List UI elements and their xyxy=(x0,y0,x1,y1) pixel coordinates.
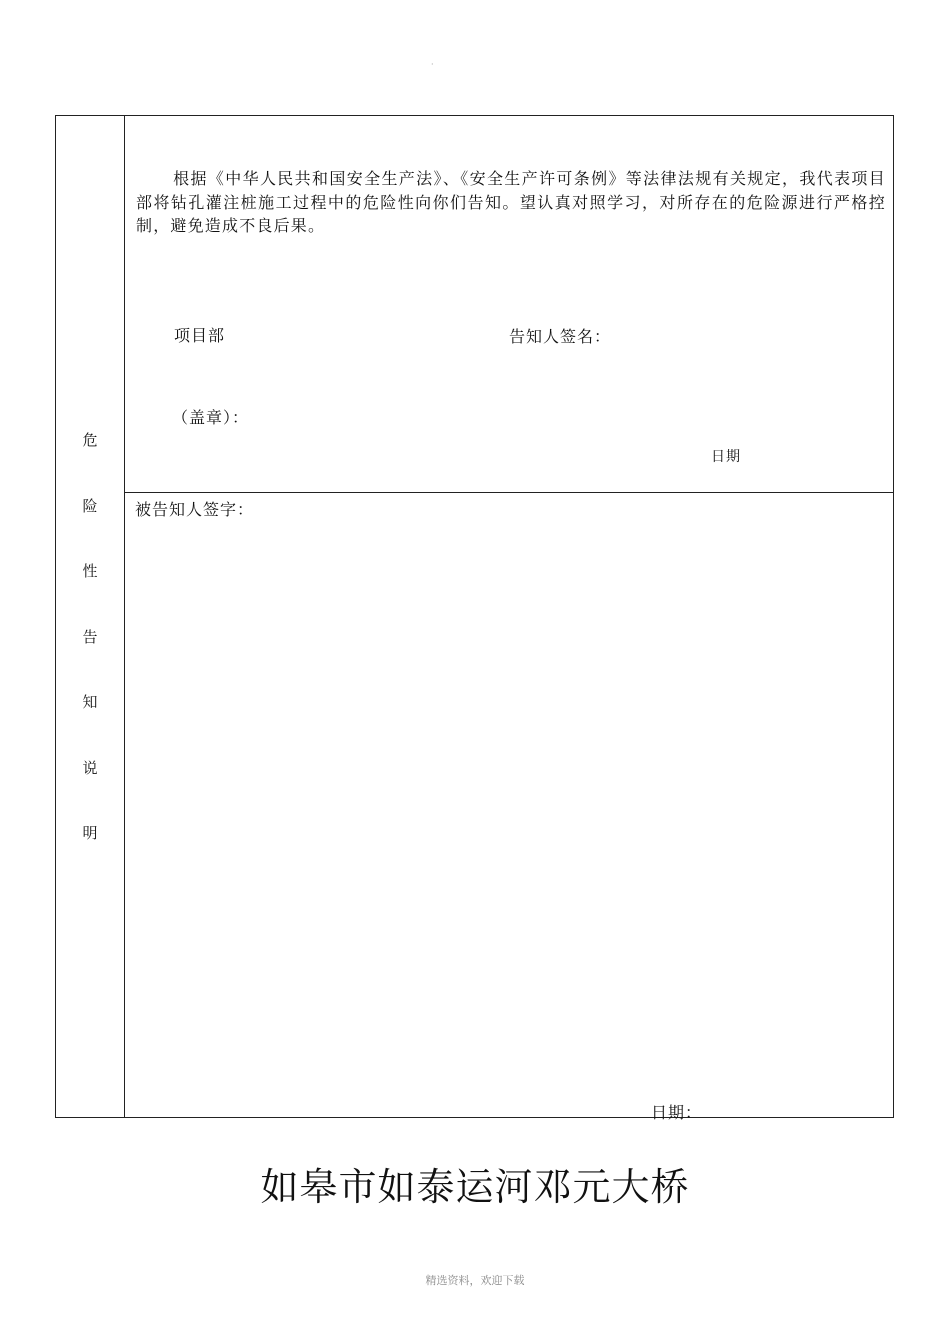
header-mark: · xyxy=(431,60,434,69)
row-divider xyxy=(125,492,893,493)
side-label-column xyxy=(56,408,124,867)
column-divider xyxy=(124,116,125,1117)
signer-label: 告知人签名： xyxy=(509,327,612,346)
side-label-char: 说 xyxy=(82,758,98,777)
date-label-recipient: 日期： xyxy=(651,1103,703,1122)
side-label-char: 性 xyxy=(82,562,98,580)
bridge-title: 如皋市如泰运河邓元大桥 xyxy=(260,1165,690,1209)
notice-table xyxy=(55,115,894,1122)
side-label-char: 明 xyxy=(82,824,98,842)
recipient-signature-label: 被告知人签字： xyxy=(135,500,255,519)
seal-label: （盖章）： xyxy=(172,408,250,427)
side-label-char: 知 xyxy=(82,693,98,711)
side-label-char: 险 xyxy=(82,496,98,515)
notice-paragraph xyxy=(136,167,886,238)
side-label-char: 危 xyxy=(82,431,98,449)
side-label-char: 告 xyxy=(82,627,98,646)
date-label-notifier: 日期 xyxy=(711,449,741,465)
footer-text: 精选资料，欢迎下载 xyxy=(425,1274,525,1287)
notice-text: 根据《中华人民共和国安全生产法》、《安全生产许可条例》等法律法规有关规定，我代表项目部将钻孔灌注桩施工过程中的危险性向你们告知。望认真对照学习，对所存在的危险源进行严格控制，避免造成不良后果。 xyxy=(136,169,886,235)
department-label: 项目部 xyxy=(174,326,226,345)
